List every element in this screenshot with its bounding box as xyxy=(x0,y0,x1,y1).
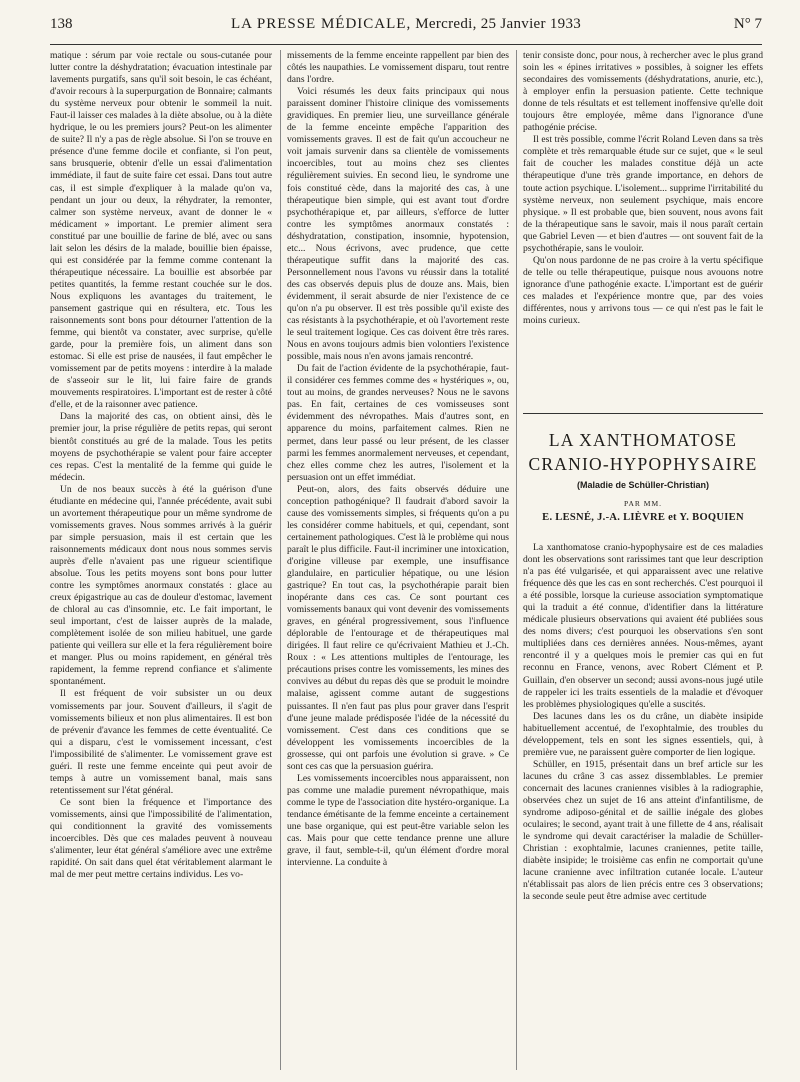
column-3-top xyxy=(523,50,763,402)
paragraph: Il est très possible, comme l'écrit Roland Leven dans sa très complète et très remarquable étude sur ce sujet, que « le seul fait de coucher les malades constitue déjà un acte thérapeutique d'une très grande importance, en dehors de toute action psychique. L'isolement... supprime l'irritabilité du système nerveux, non seulement psychique, mais encore physique. » Il est probable que, bien souvent, nous avons fait de la thérapeutique sans le savoir, mais il nous paraît certain que Gabriel Leven — et bien d'autres — ont souvent fait de la psychothérapie, sans le vouloir. xyxy=(523,134,763,254)
issue-date: Mercredi, 25 Janvier 1933 xyxy=(415,16,582,32)
byline-par: PAR MM. xyxy=(624,499,662,508)
paragraph: La xanthomatose cranio-hypophysaire est de ces maladies dont les observations sont rarissimes tant que leur description n'a pas été vulgarisée, et qui apparaissent avec une relative fréquence dès que les cas en sont recherchés. C'est pourquoi il a été possible, lorsque la curieuse association symptomatique qui la traduit a été connue, d'identifier dans la littérature médicale plusieurs observations qui avaient été publiées sous des noms divers; c'est pourquoi les observations s'en sont multipliées dans ces dernières années. Nous-mêmes, ayant rencontré il y a quelques mois le premier cas qui en fut reconnu en France, venons, avec Robert Clément et P. Guillain, d'en observer un second; aussi avons-nous jugé utile de rappeler ici les traits essentiels de la maladie et d'évoquer les problèmes physiologiques qu'elle a suscités. xyxy=(523,542,763,710)
paragraph: Un de nos beaux succès à été la guérison d'une étudiante en médecine qui, l'année précédente, avait subi un avortement thérapeutique pour un même syndrome de vomissements graves. Nous sommes arrivés à la guérir par simple persuasion, mais il est certain que les raisonnements médicaux dont nous nous sommes servis auprès d'elle n'avaient pas une rigueur scientifique absolue. Tous les petits moyens sont bons pour lutter contre les symptômes anormaux constatés : glace au creux épigastrique au cas de douleur d'estomac, lavement de chloral au cas d'insomnie, etc. Le fait important, le seul important, c'est de laisser auprès de la malade, complètement isolée de son milieu habituel, une garde patiente qui veillera sur elle et la fera régulièrement boire et manger. Plus ou moins rapidement, en général très rapidement, la femme reprend confiance et s'alimente spontanément. xyxy=(50,483,272,688)
article-title-line1: LA XANTHOMATOSE xyxy=(548,430,738,450)
article-authors: E. LESNÉ, J.-A. LIÈVRE et Y. BOQUIEN xyxy=(542,512,744,523)
page-header xyxy=(50,16,762,38)
article-divider xyxy=(523,413,763,414)
page-number: 138 xyxy=(50,16,73,32)
paragraph: Dans la majorité des cas, on obtient ainsi, dès le premier jour, la prise régulière de petits repas, qui seront bientôt constitués au gré de la malade. Tous les petits moyens de psychothérapie se valent pour faire accepter ces repas. C'est la mentalité de la femme qui guide le médecin. xyxy=(50,411,272,483)
paragraph: Les vomissements incoercibles nous apparaissent, non pas comme une maladie purement névropathique, mais comme le type de l'association dite hystéro-organique. La tendance émétisante de la femme enceinte a certainement une base organique, qui est peut-être variable selon les cas. Mais pour que cette tendance prenne une allure grave, il faut, semble-t-il, qu'un élément d'ordre moral intervienne. La conduite à xyxy=(287,772,509,869)
column-3-bottom xyxy=(523,542,763,1072)
paragraph: missements de la femme enceinte rappellent par bien des côtés les naupathies. Le vomissement disparu, tout rentre dans l'ordre. xyxy=(287,50,509,86)
running-title xyxy=(50,16,762,33)
column-2 xyxy=(287,50,509,1070)
column-1 xyxy=(50,50,272,1070)
journal-name: LA PRESSE MÉDICALE, xyxy=(230,16,412,32)
article-subtitle: (Maladie de Schüller-Christian) xyxy=(576,480,710,490)
paragraph: Ce sont bien la fréquence et l'importance des vomissements, ainsi que l'impossibilité de l'alimentation, qui conditionnent la gravité des vomissements incoercibles. Dès que ces malades peuvent à nouveau s'alimenter, leur état général s'améliore avec une extrême rapidité. On sait dans quel état véritablement alarmant le mal de mer peut mettre certains individus. Les vo- xyxy=(50,796,272,881)
column-divider xyxy=(280,50,281,1070)
column-divider xyxy=(516,50,517,1070)
issue-number: N° 7 xyxy=(733,16,762,32)
paragraph: Voici résumés les deux faits principaux qui nous paraissent dominer l'histoire clinique des vomissements gravidiques. En premier lieu, une surveillance générale de la femme enceinte empêche l'apparition des vomissements graves. Il est de fait qu'un accoucheur ne voit jamais survenir dans sa clientèle de vomissements incoercibles, tout au moins chez ses clientes régulièrement suivies. En second lieu, le syndrome une fois constitué cède, dans la majorité des cas, à une thérapeutique bien simple, qui est avant tout d'ordre psychothérapique et, par ailleurs, s'efforce de lutter contre les symptômes anormaux constatés : déshydratation, constipation, insomnie, hypotension, etc... Nous écrivons, avec prudence, que cette thérapeutique suffit dans la majorité des cas. Personnellement nous l'avons vu réussir dans la totalité des cas observés depuis plus de douze ans. Mais, bien évidemment, il serait absurde de nier l'existence de ce qu'on n'a pu observer. Il est très possible qu'il existe des cas résistants à la psychothérapie, et où l'avortement reste le seul traitement logique. Ces cas doivent être très rares. Nous en avons toujours admis bien volontiers l'existence possible, mais nous n'en avons jamais rencontré. xyxy=(287,86,509,363)
paragraph: Du fait de l'action évidente de la psychothérapie, faut-il considérer ces femmes comme des « hystériques », ou, tout au moins, de grandes nerveuses? Nous ne le savons pas. En fait, certaines de ces vomisseuses sont évidemment des névropathes. Mais d'autres sont, en apparence du moins, parfaitement calmes. Rien ne permet, dans leur passé ou leur présent, de les classer parmi les femmes anormalement nerveuses, et cependant, chez elles comme chez les autres, l'isolement et la persuasion ont un effet immédiat. xyxy=(287,363,509,483)
paragraph: Schüller, en 1915, présentait dans un bref article sur les lacunes du crâne 3 cas assez dissemblables. Le premier concernait des lacunes craniennes visibles à la radiographie, observées chez un sujet de 16 ans atteint d'infantilisme, de syndrome adiposo-génital et de saillie inégale des globes oculaires; le second, ayant trait à une fillette de 4 ans, réalisait le syndrome qui devait caractériser la maladie de Schüller-Christian : exophtalmie, lacunes craniennes, petite taille, diabète insipide; le troisième cas enfin ne comportait qu'une lacune cranienne avec infiltration cutanée locale. L'auteur n'établissait pas alors de lien précis entre ces 3 observations; la seconde seule peut être admise avec certitude xyxy=(523,758,763,903)
paragraph: Il est fréquent de voir subsister un ou deux vomissements par jour. Souvent d'ailleurs, il s'agit de vomissements bilieux et non plus alimentaires. Il est bon de prévenir d'avance les femmes de cette éventualité. Ce qui a disparu, c'est le vomissement incessant, c'est l'impossibilité de s'alimenter. Le vomissement grave est guéri. Il reste une femme enceinte qui peut avoir de temps à autre un vomissement banal, mais sans retentissement sur l'état général. xyxy=(50,688,272,796)
article-heading xyxy=(523,428,763,523)
paragraph: Des lacunes dans les os du crâne, un diabète insipide habituellement accentué, de l'exophtalmie, des troubles du développement, tels en sont les signes essentiels, qui, à première vue, ne paraissent guère comporter de lien logique. xyxy=(523,710,763,758)
header-rule xyxy=(50,44,762,45)
paragraph: tenir consiste donc, pour nous, à rechercher avec le plus grand soin les « épines irritatives » possibles, à soigner les effets secondaires des vomissements (déshydratations, anurie, etc.), à employer enfin la persuasion patiente. Cette technique donne de tels résultats et est tellement inoffensive qu'elle doit toujours être employée, même dans l'ignorance d'une pathogénie précise. xyxy=(523,50,763,134)
article-title-line2: CRANIO-HYPOPHYSAIRE xyxy=(528,454,758,474)
paragraph: Peut-on, alors, des faits observés déduire une conception pathogénique? Il faudrait d'abord savoir la cause des vomissements simples, si fréquents qu'on a pu les considérer comme habituels, et qui, cependant, sont certainement pathologiques. C'est là le problème qui nous paraît le plus difficile. Faut-il incriminer une intoxication, d'origine villeuse par exemple, une insuffisance glandulaire, en particulier hépatique, ou une lésion gastrique? En tout cas, la psychothérapie parait bien inopérante dans ces cas. Ce sont pourtant ces vomissements banaux qui vont devenir des vomissements graves, en général progressivement, sous l'influence déplorable de l'entourage et de thérapeutiques mal dirigées. Il faut relire ce qu'écrivaient Mathieu et J.-Ch. Roux : « Les attentions multiples de l'entourage, les précautions prises contre les vomissements, les mines des convives au début du repas dès que se produit le moindre malaise, agissent comme autant de suggestions puissantes. Il n'en faut pas plus pour graver dans l'esprit d'une jeune malade prédisposée l'idée de la nécessité du vomissement. C'est dans ces conditions que se développent les vomissements incoercibles de la grossesse, qui ont parfois une évolution si grave. » Ce sont ces cas que la persuasion guérira. xyxy=(287,483,509,772)
paragraph: Qu'on nous pardonne de ne pas croire à la vertu spécifique de telle ou telle thérapeutique, puisque nous avouons notre ignorance d'une pathogénie exacte. L'important est de guérir ces malades et l'expérience montre que, par des voies différentes, nous y arrivons tous — ce qui n'est pas le fait le moins curieux. xyxy=(523,254,763,327)
paragraph: matique : sérum par voie rectale ou sous-cutanée pour lutter contre la déshydratation; évacuation intestinale par lavements purgatifs, sans qu'il soit besoin, le cas échéant, d'avoir recours à la superpurgation de Bonnaire; calmants du système nerveux pour obtenir le sommeil la nuit. Faut-il laisser ces malades à la diète absolue, ou à la diète hydrique, le ou les premiers jours? Peut-on les alimenter de suite? Il n'y a pas de règle absolue. Si l'on se trouve en présence d'une femme docile et confiante, si l'on peut, sans brusquerie, obtenir d'elle un essai d'alimentation immédiate, il faut de suite faire cet essai. Dans tout autre cas, il est simple d'expliquer à la malade qu'on va, pendant un jour ou deux, la réhydrater, la remonter, calmer son système nerveux, avant de donner le « médicament » important. Le premier aliment sera constitué par une bouillie de farine de blé, avec ou sans lait selon les désirs de la malade, bouillie bien épaisse, qui est considérée par la femme comme contenant la thérapeutique nécessaire. La bouillie est absorbée par petites quantités, la femme restant couchée sur le dos. Nous expliquons les avantages du traitement, le pansement gastrique qui en résultera, etc. Tous les raisonnements sont bons pour détourner l'attention de la femme, qui bientôt va constater, avec surprise, qu'elle garde, pour la première fois, un aliment dans son estomac. Si elle est prise de nausées, il faut empêcher le vomissement par de petits moyens : interdire à la malade de s'asseoir sur le lit, lui faire faire de grands mouvements respiratoires. L'important est de rester à côté d'elle, et de la raisonner avec patience. xyxy=(50,50,272,411)
